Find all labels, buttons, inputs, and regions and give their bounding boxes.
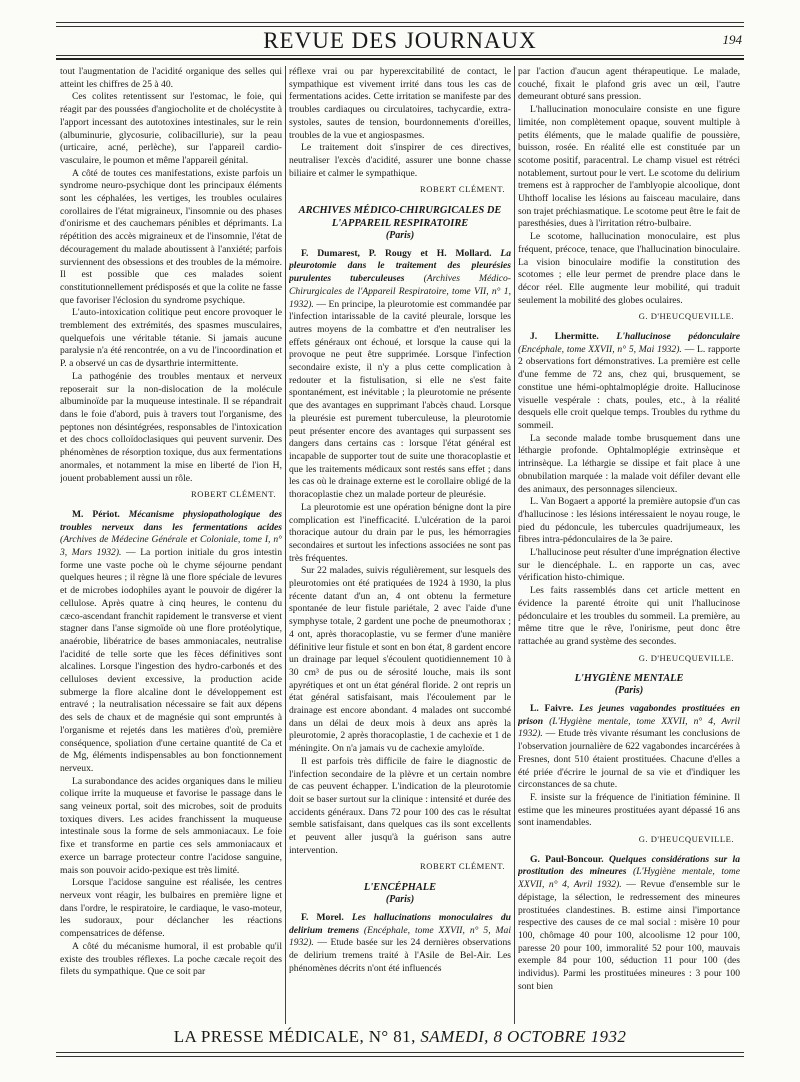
article-source: (Archives de Médecine Générale et Coloniale, tome I, n° 3, Mars 1932). [60, 534, 282, 559]
article-source: (Encéphale, tome XXVII, n° 5, Mai 1932). [289, 924, 511, 949]
paragraph: La surabondance des acides organiques dans le milieu colique irrite la muqueuse et favorise le passage dans le sang veineux portal, soit des microbes, soit de produits toxiques divers. Les acides franchissent la muqueuse intestinale sous la forme de sels ammoniacaux. Le foie fixe et transforme en partie ces sels ammoniacaux et exerce un barrage protecteur contre l'acidose sanguine, mais son pouvoir acido-pexique est très limité. [60, 775, 282, 876]
author-signature: G. D'HEUCQUEVILLE. [638, 834, 734, 845]
paragraph: Le scotome, hallucination monoculaire, est plus fréquent, précoce, tenace, que l'hallucination binoculaire. La vision binoculaire modifie la constitution des scotomes ; elle leur permet de prendre place dans le décor réel. Elle augmente leur mobilité, qui traduit seulement la mobilité des globes oculaires. [518, 231, 740, 306]
footer-rule [56, 1052, 744, 1053]
paragraph: tout l'augmentation de l'acidité organique des selles qui atteint les chiffres de 25 à 40. [60, 66, 282, 90]
article-authors: L. Faivre. [530, 703, 574, 715]
article-authors: G. Paul-Boncour. [530, 853, 604, 865]
paragraph: La pathogénie des troubles mentaux et nerveux reposerait sur la non-dislocation de la molécule albuminoïde par la muqueuse intestinale. Il se répandrait dans le foie d'abord, puis à travers tout l'organisme, des peptones non désintégrées, responsables de l'intoxication et des chocs colloïdoclasiques qui peuvent survenir. Des phénomènes de résorption toxique, dus aux fermentations anormales, et notamment la mise en liberté de l'ion H, jouent probablement aussi un rôle. [60, 370, 282, 484]
article-title: La pleurotomie dans le traitement des pleurésies purulentes tuberculeuses [289, 247, 511, 285]
article-text: — La portion initiale du gros intestin forme une vaste poche où le chyme séjourne pendant quelques heures ; il règne là une flore spéciale de levures et de microbes iodophiles ayant le pouvoir de digérer la cellulose. Après quatre à cinq heures, le contenu du cæco-ascendant franchit rapidement le transverse et vient stagner dans l'anse sigmoïde où une flore protéolytique, anaérobie, libératrice de bases ammoniacales, neutralise l'acidité de telle sorte que les fèces définitives sont alcalines. Lorsque l'ingestion des hydro-carbonés et des celluloses devient excessive, la production acide submerge la flore alcaline dont le développement est entravé ; la neutralisation nécessaire se fait aux dépens des sels de chaux et de magnésie qui sont empruntés à l'organisme et rejetés dans les matières d'où, première conséquence, spoliation d'une certaine quantité de Ca et de Mg, éléments indispensables au bon fonctionnement nerveux. [60, 547, 282, 774]
paragraph: L'hallucinose peut résulter d'une imprégnation élective sur le diencéphale. L. en rapporte un cas, avec vérification histo-chimique. [518, 547, 740, 584]
header-rule-top-2 [56, 26, 744, 27]
column-2 [289, 66, 511, 1024]
article-text: — Etude basée sur les 24 dernières observations de delirium tremens traité à l'Asile de Bel-Air. Les phénomènes décrits n'ont été influencés [289, 937, 511, 974]
article-authors: J. Lhermitte. [530, 331, 599, 343]
article-heading [289, 912, 511, 976]
paragraph: A côté de toutes ces manifestations, existe parfois un syndrome neuro-psychique dont les principaux éléments sont les céphalées, les vertiges, les troubles oculaires corollaires de l'état migraineux, l'insomnie ou des phases d'onirisme et des cauchemars pénibles et déprimants. La répétition des accès migraineux et de l'insomnie, l'état de découragement du malade aboutissent à l'anxiété; parfois surviennent des obsessions et des troubles de la mémoire. Il est possible que ces malades soient constitutionnellement prédisposés et que la colite ne fasse que favoriser l'éclosion du syndrome psychique. [60, 167, 282, 306]
header-rule-bottom [56, 55, 744, 56]
paragraph: réflexe vrai ou par hyperexcitabilité de contact, le sympathique est vivement irrité dans tous les cas de fermentations acides. Cette irritation se manifeste par des troubles cardiaques ou circulatoires, tachycardie, extra-systoles, sautes de tension, bourdonnements d'oreilles, troubles de la vue et angiospasmes. [289, 66, 511, 141]
header-rule-bottom-2 [56, 58, 744, 60]
paragraph: Ces colites retentissent sur l'estomac, le foie, qui réagit par des poussées d'angiocholite et de cholécystite à l'apport incessant des autotoxines intestinales, sur le rein (albuminurie, glycosurie, colibacillurie), sur la peau (urticaire, acné, perlèche), sur l'appareil cardio-vasculaire, le poumon et même l'appareil génital. [60, 91, 282, 166]
article-columns [60, 66, 740, 1024]
footer-publication: LA PRESSE MÉDICALE, N° 81, [173, 1027, 416, 1046]
column-divider [514, 66, 515, 1024]
article-text: — En principe, la pleurotomie est commandée par l'infection intarissable de la cavité pleurale, lorsque les autres moyens de la combattre et d'en neutraliser les effets généraux ont échoué, et lorsque la cause qui la provoque ne peut être supprimée. Lorsque l'infection secondaire existe, il n'y a plus cette complication à redouter et la fistulisation, si elle ne s'est faite spontanément, est inévitable ; la pleurotomie ne présente que des avantages en supprimant l'abcès chaud. Lorsque la pleurésie est purement tuberculeuse, la pleurotomie peut présenter encore des avantages qui surpassent ses dangers dans certains cas : lorsque l'état général est incapable de supporter tout de suite une thoracoplastie et que les traitements médicaux sont restés sans effet ; dans les cas où le drainage externe est le corollaire obligé de la thoracoplastie chez un malade porteur de pleurésie. [289, 298, 511, 501]
paragraph: L. Van Bogaert a apporté la première autopsie d'un cas d'hallucinose : les lésions intéressaient le noyau rouge, le pied du pédoncule, les tubercules quadrijumeaux, les fibres intra-pédonculaires de la 3e paire. [518, 496, 740, 546]
article-source: (L'Hygiène mentale, tome XXVII, n° 4, Avril 1932). [518, 715, 740, 740]
journal-rubric: ARCHIVES MÉDICO-CHIRURGICALES DE L'APPAREIL RESPIRATOIRE [298, 205, 502, 230]
page-title: REVUE DES JOURNAUX [263, 28, 537, 53]
journal-rubric: L'ENCÉPHALE [363, 882, 437, 894]
journal-rubric: L'HYGIÈNE MENTALE [574, 673, 684, 685]
article-title: L'hallucinose pédonculaire [616, 331, 740, 343]
article-heading [289, 248, 511, 502]
article-source: (L'Hygiène mentale, tome XXVII, n° 4, Avril 1932). [518, 866, 740, 891]
paragraph: Sur 22 malades, suivis régulièrement, sur lesquels des pleurotomies ont été pratiquées de 1924 à 1930, la plus récente datant d'un an, 4 ont obtenu la fermeture spontanée de leur fistule pariétale, 2 avec l'aide d'une symphyse totale, 2 gardent une poche de pneumothorax ; 4 ont, après thoracoplastie, vu se fermer d'une manière définitive leur fistule et sont en bon état, 8 gardent encore un drainage par lequel s'écoulent quotidiennement 10 à 30 cm³ de pus ou de sérosité louche, mais ils sont apyrétiques et ont un état général floride. 2 ont repris un état général satisfaisant, mais l'écoulement par le drainage est encore abondant. 4 malades ont succombé dans un délai de deux mois à deux ans après la pleurotomie, 2 après thoracoplastie, 1 de cachexie et 1 de méningite. On n'a jamais vu de cachexie amyloïde. [289, 565, 511, 755]
paragraph: Le traitement doit s'inspirer de ces directives, neutraliser l'excès d'acidité, assurer une bonne chasse biliaire et calmer le sympathique. [289, 142, 511, 179]
column-1 [60, 66, 282, 1024]
article-authors: F. Dumarest, P. Rougy et H. Mollard. [301, 247, 492, 259]
paragraph: L'auto-intoxication colitique peut encore provoquer le tremblement des extrémités, des spasmes musculaires, quelquefois une véritable tétanie. Si jamais aucune paralysie n'a été rencontrée, on a vu de l'incoordination et P. a observé un cas de dysarthrie intermittente. [60, 307, 282, 370]
article-authors: M. Périot. [72, 508, 120, 520]
article-heading [518, 854, 740, 994]
article-title: Quelques considérations sur la prostitution des mineures [518, 853, 740, 878]
article-title: Mécanisme physiopathologique des troubles nerveux dans les fermentations acides [60, 508, 282, 533]
paragraph: par l'action d'aucun agent thérapeutique. Le malade, couché, fixait le plafond gris avec un œil, l'autre demeurant obturé sans pression. [518, 66, 740, 103]
page-footer [60, 1027, 740, 1047]
article-source: (Archives Médico-Chirurgicales de l'Appareil Respiratoire, tome VII, n° 1, 1932). [289, 273, 511, 310]
article-heading [518, 703, 740, 792]
article-source: (Encéphale, tome XXVII, n° 5, Mai 1932). [518, 343, 682, 355]
author-signature: G. D'HEUCQUEVILLE. [638, 652, 734, 663]
paragraph: Il est parfois très difficile de faire le diagnostic de l'infection secondaire de la plèvre et un certain nombre de cas peuvent échapper. L'indication de la pleurotomie doit se baser surtout sur la clinique : intensité et durée des accidents généraux. Dans 72 pour 100 des cas le résultat semble satisfaisant, dans quelques cas ils sont excellents et peuvent aller jusqu'à la guérison sans autre intervention. [289, 755, 511, 856]
journal-city: (Paris) [614, 685, 644, 697]
article-text: — L. rapporte 2 observations fort démonstratives. La première est celle d'une femme de 72 ans, chez qui, brusquement, se constitue une hémi-ophtalmoplégie droite. Hallucinose visuelle vespérale : chats, poules, etc., à la réalité desquels elle croit quelque temps. Troubles du rythme du sommeil. [518, 343, 740, 431]
article-heading [518, 331, 740, 433]
article-text: — Revue d'ensemble sur le dépistage, la sélection, le redressement des mineures prostituées clandestines. B. estime ainsi l'importance respective des causes de ce mal social : misère 10 pour 100, chômage 40 pour 100, alcoolisme 12 pour 100, paresse 20 pour 100, immoralité 52 pour 100, mauvais exemple 84 pour 100, séduction 11 pour 100 (des individus). Parmi les prostituées mineures : 3 pour 100 sont bien [518, 879, 740, 992]
footer-rule-2 [56, 1056, 744, 1057]
author-signature: ROBERT CLÉMENT. [191, 489, 276, 500]
paragraph: Lorsque l'acidose sanguine est réalisée, les centres nerveux vont réagir, les bulbaires en première ligne et dans l'ordre, le respiratoire, le cardiaque, le vaso-moteur, les sudoraux, pour déclancher les réactions compensatrices de défense. [60, 877, 282, 940]
column-3 [518, 66, 740, 1024]
article-title: Les jeunes vagabondes prostituées en prison [518, 703, 740, 727]
paragraph: A côté du mécanisme humoral, il est probable qu'il existe des troubles réflexes. La poche cæcale reçoit des filets du sympathique. Que ce soit par [60, 940, 282, 978]
article-heading [60, 509, 282, 776]
paragraph: Les faits rassemblés dans cet article mettent en évidence la parenté étroite qui unit l'hallucinose pédonculaire et les troubles du sommeil. La première, au même titre que le rêve, l'onirisme, peut donc être rattachée au grand système des secondes. [518, 585, 740, 647]
journal-city: (Paris) [385, 894, 415, 906]
paragraph: La pleurotomie est une opération bénigne dont la pire complication est l'inefficacité. L'ulcération de la paroi thoracique autour du drain par le pus, les hémorragies secondaires et surtout les infections associées ne sont pas très fréquentes. [289, 501, 511, 564]
author-signature: ROBERT CLÉMENT. [420, 184, 505, 195]
article-authors: F. Morel. [301, 911, 344, 923]
article-title: Les hallucinations monoculaires du delirium tremens [289, 911, 511, 936]
journal-city: (Paris) [385, 230, 415, 242]
paragraph: F. insiste sur la fréquence de l'initiation féminine. Il estime que les mineures prostituées ayant dépassé 16 ans sont inamendables. [518, 791, 740, 829]
footer-date: SAMEDI, 8 OCTOBRE 1932 [420, 1027, 627, 1046]
article-text: — Etude très vivante résumant les conclusions de l'observation journalière de 622 vagabondes incarcérées à Fresnes, dont 510 étaient prostituées. Chacune d'elles a été priée d'écrire le journal de sa vie et d'indiquer les circonstances de sa chute. [518, 728, 740, 791]
header-rule-top [56, 22, 744, 23]
column-divider [285, 66, 286, 1024]
author-signature: G. D'HEUCQUEVILLE. [638, 311, 734, 322]
paragraph: L'hallucination monoculaire consiste en une figure limitée, non complètement opaque, souvent multiple à petits éléments, que le malade qualifie de poussière, buisson, rosée. En réalité elle est constituée par un scotome positif, paracentral. Le champ visuel est rétréci notablement, surtout pour le vert. Le scotome du delirium tremens est à rapprocher de l'amblyopie alcoolique, dont Uhthoff localise les lésions au faisceau maculaire, dans son trajet préchiasmatique. Le scotome peut être le fait de paresthésies, dues à l'irritation rétro-bulbaire. [518, 104, 740, 230]
paragraph: La seconde malade tombe brusquement dans une léthargie profonde. Ophtalmoplégie extrinsèque et intrinsèque. La léthargie se dissipe et fait place à une obnubilation marquée : la malade voit défiler devant elle des animaux, des personnages silencieux. [518, 432, 740, 495]
page-number: 194 [722, 32, 742, 47]
author-signature: ROBERT CLÉMENT. [420, 861, 505, 872]
